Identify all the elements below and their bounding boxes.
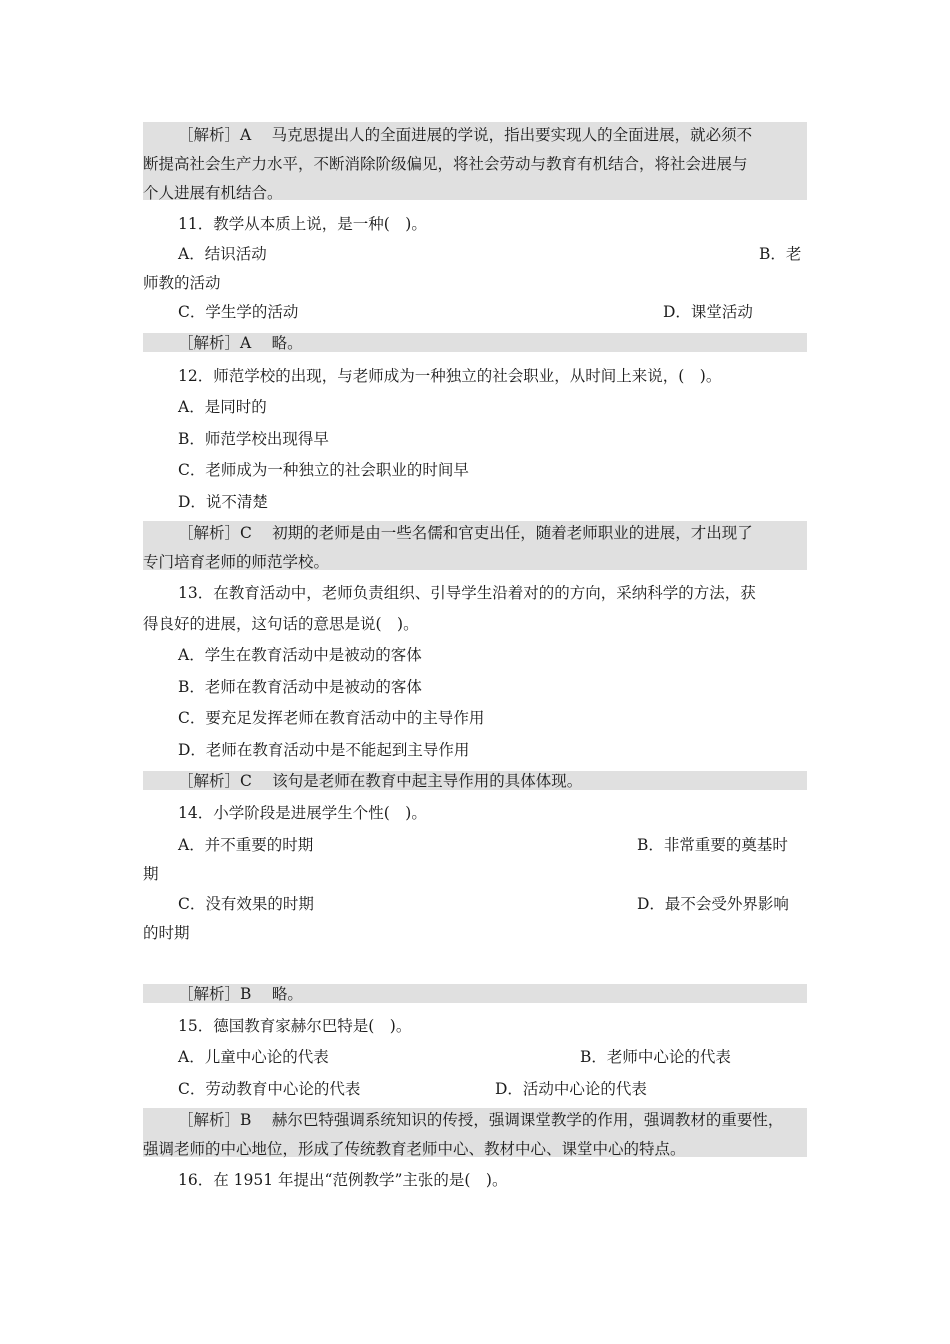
analysis-text: 个人进展有机结合。: [143, 184, 283, 202]
option-b-continuation: 期: [143, 865, 159, 883]
option-b: B．老: [759, 245, 802, 263]
analysis-text: ［解析］A 马克思提出人的全面进展的学说，指出要实现人的全面进展，就必须不: [178, 126, 753, 144]
option-a: A．是同时的: [178, 398, 267, 416]
question-stem: 15．德国教育家赫尔巴特是( )。: [178, 1017, 412, 1035]
option-b: B．师范学校出现得早: [178, 430, 329, 448]
option-a: A．学生在教育活动中是被动的客体: [178, 646, 422, 664]
option-c: C．要充足发挥老师在教育活动中的主导作用: [178, 709, 485, 727]
option-d: D．最不会受外界影响: [637, 895, 789, 913]
question-stem: 得良好的进展，这句话的意思是说( )。: [143, 615, 419, 633]
analysis-text: ［解析］B 赫尔巴特强调系统知识的传授，强调课堂教学的作用，强调教材的重要性，: [178, 1111, 784, 1129]
question-stem: 12．师范学校的出现，与老师成为一种独立的社会职业，从时间上来说，( )。: [178, 367, 722, 385]
option-d: D．课堂活动: [663, 303, 753, 321]
analysis-text: ［解析］B 略。: [178, 985, 303, 1003]
option-d: D．说不清楚: [178, 493, 268, 511]
analysis-text: 专门培育老师的师范学校。: [143, 553, 330, 571]
option-b: B．老师在教育活动中是被动的客体: [178, 678, 422, 696]
option-a: A．结识活动: [178, 245, 267, 263]
option-b-continuation: 师教的活动: [143, 274, 221, 292]
question-stem: 16．在 1951 年提出“范例教学”主张的是( )。: [178, 1171, 508, 1189]
option-b: B．老师中心论的代表: [580, 1048, 731, 1066]
option-c: C．没有效果的时期: [178, 895, 314, 913]
question-stem: 14．小学阶段是进展学生个性( )。: [178, 804, 427, 822]
option-b: B．非常重要的奠基时: [637, 836, 788, 854]
option-d: D．活动中心论的代表: [495, 1080, 647, 1098]
option-c: C．老师成为一种独立的社会职业的时间早: [178, 461, 469, 479]
option-d: D．老师在教育活动中是不能起到主导作用: [178, 741, 470, 759]
option-c: C．劳动教育中心论的代表: [178, 1080, 361, 1098]
option-a: A．并不重要的时期: [178, 836, 314, 854]
analysis-text: 断提高社会生产力水平，不断消除阶级偏见，将社会劳动与教育有机结合，将社会进展与: [143, 155, 748, 173]
analysis-text: 强调老师的中心地位，形成了传统教育老师中心、教材中心、课堂中心的特点。: [143, 1140, 686, 1158]
analysis-text: ［解析］C 初期的老师是由一些名儒和官吏出任，随着老师职业的进展，才出现了: [178, 524, 753, 542]
option-d-continuation: 的时期: [143, 924, 190, 942]
option-a: A．儿童中心论的代表: [178, 1048, 329, 1066]
option-c: C．学生学的活动: [178, 303, 299, 321]
analysis-text: ［解析］C 该句是老师在教育中起主导作用的具体体现。: [178, 772, 583, 790]
analysis-text: ［解析］A 略。: [178, 334, 303, 352]
question-stem: 11．教学从本质上说，是一种( )。: [178, 215, 427, 233]
question-stem: 13．在教育活动中，老师负责组织、引导学生沿着对的的方向，采纳科学的方法，获: [178, 584, 756, 602]
